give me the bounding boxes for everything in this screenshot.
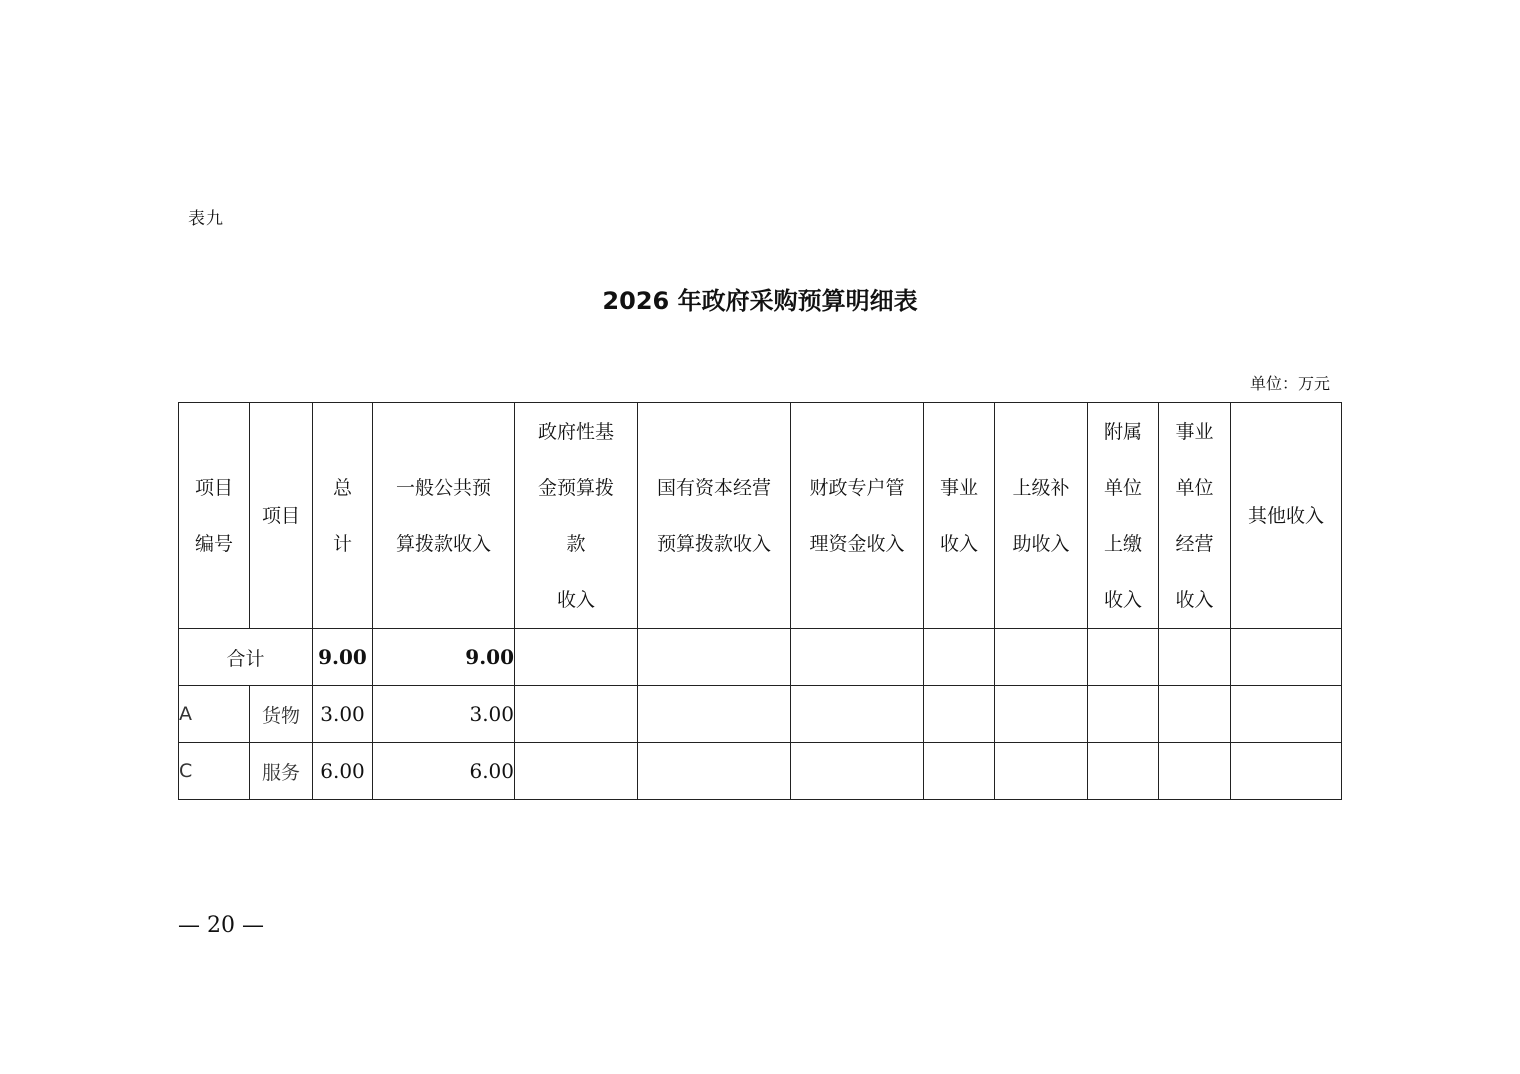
column-header-general-budget: 一般公共预 算拨款收入 [373, 403, 515, 629]
empty-cell [1159, 629, 1231, 686]
column-header-state-capital: 国有资本经营 预算拨款收入 [638, 403, 791, 629]
empty-cell [791, 629, 924, 686]
total-value: 9.00 [313, 629, 373, 686]
page-number: — 20 — [178, 913, 264, 938]
column-header-special-account: 财政专户管 理资金收入 [791, 403, 924, 629]
column-header-project-code: 项目 编号 [179, 403, 250, 629]
page-title: 2026 年政府采购预算明细表 [602, 287, 918, 315]
column-header-unit-operation: 事业 单位 经营 收入 [1159, 403, 1231, 629]
empty-cell [995, 743, 1088, 800]
table-row [179, 686, 1342, 743]
column-header-affiliated-unit: 附属 单位 上缴 收入 [1088, 403, 1159, 629]
row-name: 货物 [250, 686, 313, 743]
empty-cell [1088, 743, 1159, 800]
column-header-total: 总 计 [313, 403, 373, 629]
empty-cell [791, 743, 924, 800]
table-total-row [179, 629, 1342, 686]
empty-cell [515, 629, 638, 686]
unit-label: 单位：万元 [1249, 374, 1330, 393]
empty-cell [995, 686, 1088, 743]
empty-cell [791, 686, 924, 743]
empty-cell [1159, 743, 1231, 800]
row-name: 服务 [250, 743, 313, 800]
column-header-government-fund: 政府性基 金预算拨 款 收入 [515, 403, 638, 629]
table-label: 表九 [188, 209, 224, 229]
total-general-budget: 9.00 [373, 629, 515, 686]
empty-cell [638, 629, 791, 686]
column-header-superior-subsidy: 上级补 助收入 [995, 403, 1088, 629]
total-label: 合计 [179, 629, 313, 686]
row-general-budget: 6.00 [373, 743, 515, 800]
empty-cell [924, 686, 995, 743]
empty-cell [638, 743, 791, 800]
empty-cell [1159, 686, 1231, 743]
empty-cell [1231, 743, 1342, 800]
empty-cell [1088, 629, 1159, 686]
table-row [179, 743, 1342, 800]
empty-cell [638, 686, 791, 743]
empty-cell [924, 629, 995, 686]
empty-cell [515, 686, 638, 743]
empty-cell [1231, 686, 1342, 743]
column-header-project: 项目 [250, 403, 313, 629]
empty-cell [515, 743, 638, 800]
budget-table [178, 402, 1342, 800]
row-general-budget: 3.00 [373, 686, 515, 743]
empty-cell [924, 743, 995, 800]
row-code: C [179, 743, 250, 800]
column-header-business-income: 事业 收入 [924, 403, 995, 629]
empty-cell [1231, 629, 1342, 686]
empty-cell [995, 629, 1088, 686]
row-total: 3.00 [313, 686, 373, 743]
row-total: 6.00 [313, 743, 373, 800]
empty-cell [1088, 686, 1159, 743]
column-header-other-income: 其他收入 [1231, 403, 1342, 629]
table-header-row [179, 403, 1342, 629]
row-code: A [179, 686, 250, 743]
